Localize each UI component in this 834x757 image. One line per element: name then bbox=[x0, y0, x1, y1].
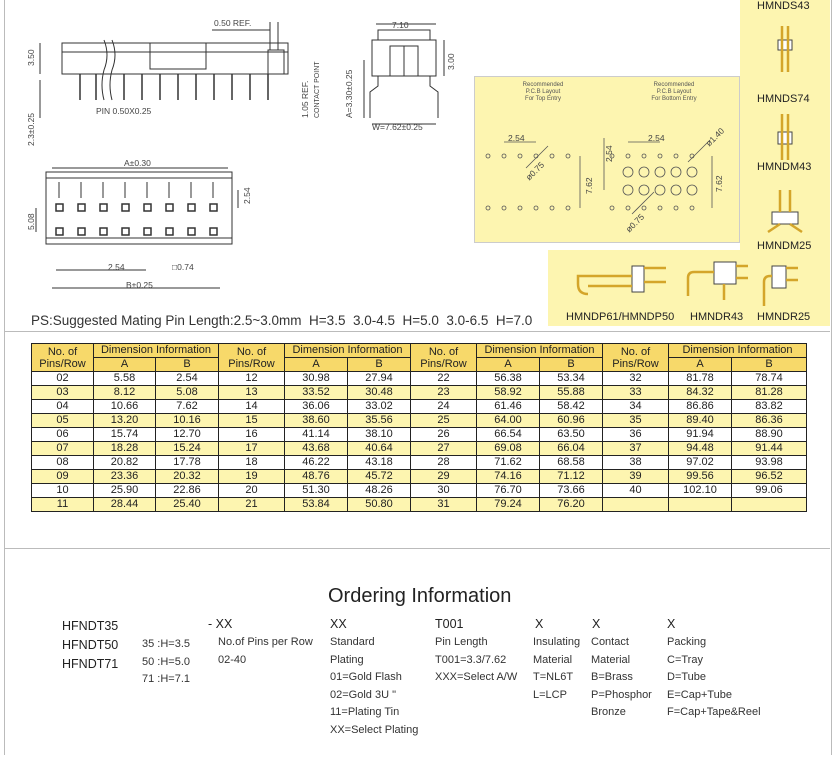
cell-pins: 04 bbox=[32, 400, 94, 414]
packing-item: F=Cap+Tape&Reel bbox=[667, 706, 761, 718]
technical-drawing bbox=[0, 0, 480, 300]
cell-a bbox=[669, 498, 732, 512]
cell-pins: 34 bbox=[603, 400, 669, 414]
cell-pins: 27 bbox=[411, 442, 477, 456]
dim-pin: PIN 0.50X0.25 bbox=[96, 106, 152, 116]
plating-item: Standard bbox=[330, 636, 375, 648]
pcb-dim-254-c: 2.54 bbox=[648, 133, 665, 143]
cell-pins: 03 bbox=[32, 386, 94, 400]
cell-pins: 31 bbox=[411, 498, 477, 512]
cell-pins: 22 bbox=[411, 372, 477, 386]
x-code-3: X bbox=[667, 617, 676, 631]
header-pins-per-row: No. of Pins/Row bbox=[411, 344, 477, 372]
cell-b: 40.64 bbox=[348, 442, 411, 456]
cell-a: 28.44 bbox=[94, 498, 156, 512]
cell-a: 30.98 bbox=[285, 372, 348, 386]
table-row bbox=[32, 484, 807, 498]
cell-pins: 13 bbox=[219, 386, 285, 400]
cell-b: 27.94 bbox=[348, 372, 411, 386]
table-row bbox=[32, 428, 807, 442]
x-code-2: X bbox=[592, 617, 601, 631]
series-item: HFNDT50 bbox=[62, 638, 119, 652]
cell-b: 73.66 bbox=[540, 484, 603, 498]
cell-a: 69.08 bbox=[477, 442, 540, 456]
t001-code: T001 bbox=[435, 617, 464, 631]
cell-b: 25.40 bbox=[156, 498, 219, 512]
contact-item: B=Brass bbox=[591, 671, 633, 683]
cell-b: 53.34 bbox=[540, 372, 603, 386]
dim-23: 2.3±0.25 bbox=[26, 112, 36, 146]
cell-b: 10.16 bbox=[156, 414, 219, 428]
model-hmndr43-label: HMNDR43 bbox=[690, 311, 744, 323]
header-b: B bbox=[348, 358, 411, 372]
cell-b: 7.62 bbox=[156, 400, 219, 414]
contact-list bbox=[591, 634, 652, 722]
ordering-title: Ordering Information bbox=[328, 585, 512, 607]
cell-b: 68.58 bbox=[540, 456, 603, 470]
series-item: HFNDT71 bbox=[62, 657, 119, 671]
cell-pins: 15 bbox=[219, 414, 285, 428]
contact-point: CONTACT POINT bbox=[314, 61, 321, 118]
cell-b: 99.06 bbox=[732, 484, 807, 498]
cell-b: 63.50 bbox=[540, 428, 603, 442]
cell-a: 18.28 bbox=[94, 442, 156, 456]
cell-a: 97.02 bbox=[669, 456, 732, 470]
cell-b: 38.10 bbox=[348, 428, 411, 442]
cell-a: 36.06 bbox=[285, 400, 348, 414]
cell-b: 35.56 bbox=[348, 414, 411, 428]
cell-pins: 29 bbox=[411, 470, 477, 484]
cell-a: 76.70 bbox=[477, 484, 540, 498]
cell-b: 76.20 bbox=[540, 498, 603, 512]
height-item: 71 :H=7.1 bbox=[142, 673, 191, 685]
dim-254-bottom: 2.54 bbox=[108, 262, 125, 272]
cell-a: 13.20 bbox=[94, 414, 156, 428]
cell-a: 25.90 bbox=[94, 484, 156, 498]
cell-pins: 33 bbox=[603, 386, 669, 400]
header-pins-per-row: No. of Pins/Row bbox=[603, 344, 669, 372]
insulating-item: Insulating bbox=[533, 636, 581, 648]
series-item: HFNDT35 bbox=[62, 619, 119, 633]
pcb-dim-075-b: ø0.75 bbox=[623, 211, 647, 235]
dim-254-side: 2.54 bbox=[242, 187, 252, 204]
cell-a: 51.30 bbox=[285, 484, 348, 498]
cell-pins bbox=[603, 498, 669, 512]
cell-b: 86.36 bbox=[732, 414, 807, 428]
cell-a: 66.54 bbox=[477, 428, 540, 442]
header-dimension-information: Dimension Information bbox=[669, 344, 807, 358]
cell-a: 56.38 bbox=[477, 372, 540, 386]
insulating-item: L=LCP bbox=[533, 688, 567, 701]
pin-length-item: T001=3.3/7.62 bbox=[435, 653, 507, 666]
header-dimension-information: Dimension Information bbox=[477, 344, 603, 358]
pcb-dim-075: ø0.75 bbox=[523, 159, 547, 183]
model-hmndm43-label: HMNDM43 bbox=[757, 161, 812, 173]
cell-a: 10.66 bbox=[94, 400, 156, 414]
cell-a: 86.86 bbox=[669, 400, 732, 414]
cell-a: 102.10 bbox=[669, 484, 732, 498]
table-row bbox=[32, 470, 807, 484]
cell-b: 17.78 bbox=[156, 456, 219, 470]
cell-a: 43.68 bbox=[285, 442, 348, 456]
header-pins-per-row: No. of Pins/Row bbox=[219, 344, 285, 372]
cell-pins: 40 bbox=[603, 484, 669, 498]
cell-a: 91.94 bbox=[669, 428, 732, 442]
cell-b: 83.82 bbox=[732, 400, 807, 414]
pin-length-item: XXX=Select A/W bbox=[435, 671, 518, 683]
cell-a: 15.74 bbox=[94, 428, 156, 442]
cell-pins: 10 bbox=[32, 484, 94, 498]
cell-b: 60.96 bbox=[540, 414, 603, 428]
cell-a: 48.76 bbox=[285, 470, 348, 484]
plating-item: 01=Gold Flash bbox=[330, 671, 402, 683]
plating-item: XX=Select Plating bbox=[330, 723, 419, 736]
pins-label: No.of Pins per Row bbox=[218, 636, 313, 648]
cell-a: 46.22 bbox=[285, 456, 348, 470]
cell-pins: 16 bbox=[219, 428, 285, 442]
cell-a: 99.56 bbox=[669, 470, 732, 484]
plating-item: 02=Gold 3U " bbox=[330, 688, 396, 701]
dash-xx: - XX bbox=[208, 617, 233, 631]
header-pins-per-row: No. of Pins/Row bbox=[32, 344, 94, 372]
table-row bbox=[32, 456, 807, 470]
cell-a: 84.32 bbox=[669, 386, 732, 400]
cell-b: 55.88 bbox=[540, 386, 603, 400]
cell-b: 22.86 bbox=[156, 484, 219, 498]
cell-pins: 39 bbox=[603, 470, 669, 484]
table-row bbox=[32, 498, 807, 512]
cell-b: 20.32 bbox=[156, 470, 219, 484]
header-b: B bbox=[156, 358, 219, 372]
height-item: 35 :H=3.5 bbox=[142, 638, 191, 650]
dim-350: 3.50 bbox=[26, 49, 36, 66]
cell-b: 96.52 bbox=[732, 470, 807, 484]
header-a: A bbox=[94, 358, 156, 372]
cell-b: 15.24 bbox=[156, 442, 219, 456]
cell-a: 33.52 bbox=[285, 386, 348, 400]
pin-length-item: Pin Length bbox=[435, 636, 488, 648]
xx-code: XX bbox=[330, 617, 347, 631]
cell-b: 45.72 bbox=[348, 470, 411, 484]
packing-item: D=Tube bbox=[667, 671, 707, 683]
plating-item: 11=Plating Tin bbox=[330, 706, 400, 718]
cell-pins: 26 bbox=[411, 428, 477, 442]
packing-item: E=Cap+Tube bbox=[667, 688, 733, 701]
table-row bbox=[32, 414, 807, 428]
contact-item: Bronze bbox=[591, 706, 626, 718]
cell-b: 12.70 bbox=[156, 428, 219, 442]
cell-pins: 07 bbox=[32, 442, 94, 456]
cell-b: 43.18 bbox=[348, 456, 411, 470]
cell-a: 41.14 bbox=[285, 428, 348, 442]
cell-pins: 37 bbox=[603, 442, 669, 456]
model-hmndp-label: HMNDP61/HMNDP50 bbox=[566, 311, 675, 323]
mating-pin-note: PS:Suggested Mating Pin Length:2.5~3.0mm H=3.5 3.0-4.5 H=5.0 3.0-6.5 H=7.0 bbox=[31, 313, 533, 328]
cell-b: 30.48 bbox=[348, 386, 411, 400]
cell-pins: 14 bbox=[219, 400, 285, 414]
table-header-row bbox=[32, 344, 807, 358]
header-b: B bbox=[540, 358, 603, 372]
divider-2 bbox=[4, 548, 830, 549]
pcb-top-entry-label: Recommended P.C.B Layout For Top Entry bbox=[522, 82, 564, 102]
packing-item: Packing bbox=[667, 636, 707, 648]
dimension-table bbox=[31, 343, 807, 512]
cell-pins: 05 bbox=[32, 414, 94, 428]
cell-a: 79.24 bbox=[477, 498, 540, 512]
pcb-dim-140: ø1.40 bbox=[703, 125, 727, 149]
model-hmnds74-label: HMNDS74 bbox=[757, 93, 810, 105]
cell-pins: 06 bbox=[32, 428, 94, 442]
cell-a: 58.92 bbox=[477, 386, 540, 400]
cell-pins: 12 bbox=[219, 372, 285, 386]
cell-b: 5.08 bbox=[156, 386, 219, 400]
dim-300: 3.00 bbox=[446, 53, 456, 70]
cell-b: 66.04 bbox=[540, 442, 603, 456]
cell-pins: 23 bbox=[411, 386, 477, 400]
plating-list bbox=[330, 634, 418, 739]
insulating-item: T=NL6T bbox=[533, 671, 574, 683]
cell-a: 64.00 bbox=[477, 414, 540, 428]
table-row bbox=[32, 400, 807, 414]
pins-range: 02-40 bbox=[218, 653, 247, 666]
pcb-bottom-entry-label: Recommended P.C.B Layout For Bottom Entry bbox=[651, 82, 697, 102]
cell-pins: 19 bbox=[219, 470, 285, 484]
header-a: A bbox=[477, 358, 540, 372]
cell-a: 8.12 bbox=[94, 386, 156, 400]
cell-pins: 08 bbox=[32, 456, 94, 470]
cell-pins: 30 bbox=[411, 484, 477, 498]
cell-b: 91.44 bbox=[732, 442, 807, 456]
pin-length-list bbox=[435, 634, 517, 687]
insulating-list bbox=[533, 634, 580, 704]
cell-a: 5.58 bbox=[94, 372, 156, 386]
cell-a: 38.60 bbox=[285, 414, 348, 428]
pins-info bbox=[218, 634, 313, 669]
cell-b: 2.54 bbox=[156, 372, 219, 386]
series-list bbox=[62, 617, 118, 674]
x-code-1: X bbox=[535, 617, 544, 631]
cell-pins: 09 bbox=[32, 470, 94, 484]
cell-a: 20.82 bbox=[94, 456, 156, 470]
dim-w762: W=7.62±0.25 bbox=[372, 122, 423, 132]
packing-item: C=Tray bbox=[667, 653, 703, 666]
cell-pins: 11 bbox=[32, 498, 94, 512]
cell-b: 50.80 bbox=[348, 498, 411, 512]
cell-pins: 38 bbox=[603, 456, 669, 470]
contact-item: P=Phosphor bbox=[591, 688, 652, 701]
height-list bbox=[142, 636, 190, 689]
dim-050-ref: 0.50 REF. bbox=[214, 18, 252, 28]
cell-a: 61.46 bbox=[477, 400, 540, 414]
cell-pins: 21 bbox=[219, 498, 285, 512]
cell-b: 81.28 bbox=[732, 386, 807, 400]
dim-074: □0.74 bbox=[172, 262, 194, 272]
cell-a: 71.62 bbox=[477, 456, 540, 470]
cell-a: 81.78 bbox=[669, 372, 732, 386]
cell-a: 89.40 bbox=[669, 414, 732, 428]
cell-pins: 17 bbox=[219, 442, 285, 456]
cell-pins: 32 bbox=[603, 372, 669, 386]
cell-b: 33.02 bbox=[348, 400, 411, 414]
packing-list bbox=[667, 634, 761, 722]
cell-b: 78.74 bbox=[732, 372, 807, 386]
cell-b: 93.98 bbox=[732, 456, 807, 470]
header-a: A bbox=[669, 358, 732, 372]
height-item: 50 :H=5.0 bbox=[142, 655, 191, 668]
cell-a: 94.48 bbox=[669, 442, 732, 456]
dim-105: 1.05 REF. bbox=[300, 80, 310, 118]
cell-a: 53.84 bbox=[285, 498, 348, 512]
cell-pins: 18 bbox=[219, 456, 285, 470]
table-row bbox=[32, 442, 807, 456]
pcb-dim-254-b: 2.54 bbox=[604, 145, 614, 162]
header-dimension-information: Dimension Information bbox=[94, 344, 219, 358]
dim-710: 7.10 bbox=[392, 20, 409, 30]
cell-a: 23.36 bbox=[94, 470, 156, 484]
header-dimension-information: Dimension Information bbox=[285, 344, 411, 358]
cell-pins: 28 bbox=[411, 456, 477, 470]
model-hmndr25-label: HMNDR25 bbox=[757, 311, 811, 323]
cell-pins: 02 bbox=[32, 372, 94, 386]
cell-b bbox=[732, 498, 807, 512]
header-b: B bbox=[732, 358, 807, 372]
table-row bbox=[32, 386, 807, 400]
cell-pins: 24 bbox=[411, 400, 477, 414]
pcb-dim-254-a: 2.54 bbox=[508, 133, 525, 143]
contact-item: Material bbox=[591, 653, 631, 666]
table-row bbox=[32, 372, 807, 386]
dim-a330: A=3.30±0.25 bbox=[344, 69, 354, 118]
cell-a: 74.16 bbox=[477, 470, 540, 484]
cell-pins: 25 bbox=[411, 414, 477, 428]
pcb-dim-762-b: 7.62 bbox=[714, 175, 724, 192]
dim-a030: A±0.30 bbox=[124, 158, 151, 168]
cell-b: 71.12 bbox=[540, 470, 603, 484]
contact-item: Contact bbox=[591, 636, 629, 648]
cell-b: 58.42 bbox=[540, 400, 603, 414]
cell-pins: 20 bbox=[219, 484, 285, 498]
cell-pins: 35 bbox=[603, 414, 669, 428]
plating-item: Plating bbox=[330, 653, 364, 666]
dim-508: 5.08 bbox=[26, 213, 36, 230]
cell-b: 88.90 bbox=[732, 428, 807, 442]
divider-1 bbox=[4, 331, 830, 332]
pcb-dim-762-a: 7.62 bbox=[584, 177, 594, 194]
cell-pins: 36 bbox=[603, 428, 669, 442]
dim-b025: B±0.25 bbox=[126, 280, 153, 290]
cell-b: 48.26 bbox=[348, 484, 411, 498]
model-hmnds43-label: HMNDS43 bbox=[757, 0, 810, 12]
header-a: A bbox=[285, 358, 348, 372]
insulating-item: Material bbox=[533, 653, 573, 666]
model-hmndm25-label: HMNDM25 bbox=[757, 240, 812, 252]
